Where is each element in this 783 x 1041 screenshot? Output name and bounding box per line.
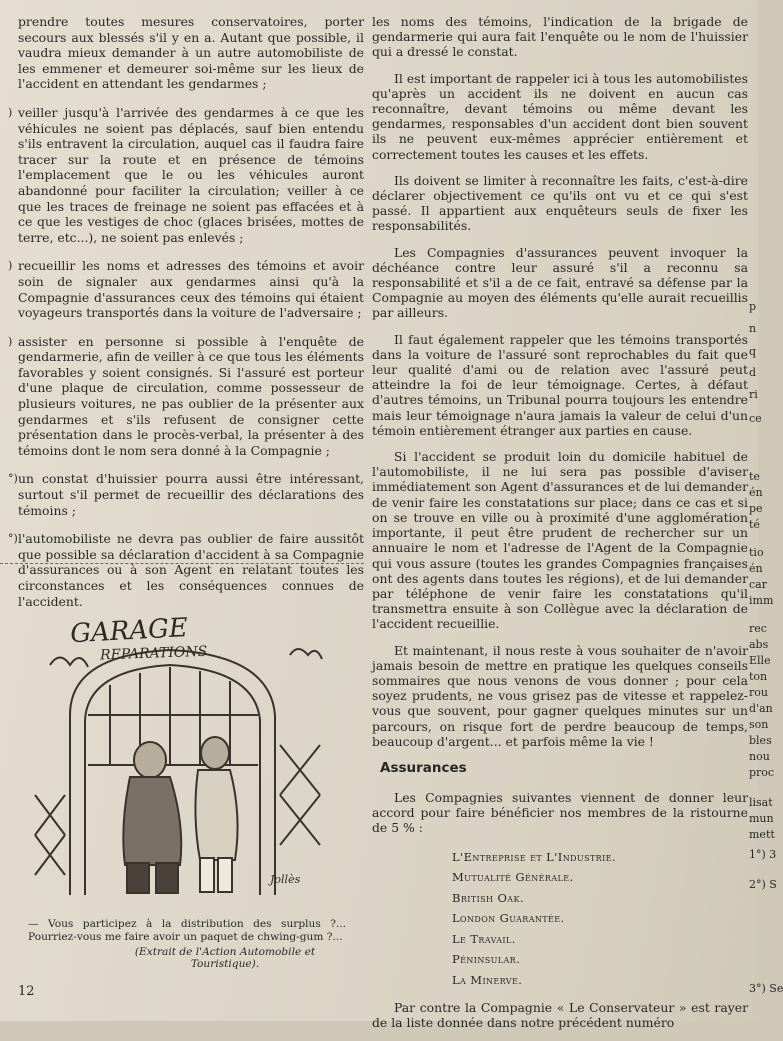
list-item-text: l'automobiliste ne devra pas oublier de faire aussitôt que possible sa déclaration d'accident à sa Compagnie d'assurances ou à son Agent en relatant toutes les circonstances et les conséquences connues de l'accident. bbox=[18, 531, 364, 609]
list-item-text: recueillir les noms et adresses des témoins et avoir soin de signaler aux gendarmes ainsi qu'à la Compagnie d'assurances ceux des témoins qui étaient voyageurs transportés dans la voiture de l'adversaire ; bbox=[18, 258, 364, 321]
edge-fragment: son bbox=[749, 718, 769, 731]
list-item bbox=[8, 471, 364, 518]
company-name: Péninsular. bbox=[452, 952, 521, 967]
assurances-intro: Les Compagnies suivantes viennent de donner leur accord pour faire bénéficier nos membres de la ristourne de 5 % : bbox=[372, 789, 748, 836]
edge-fragment: bles bbox=[749, 734, 772, 747]
edge-fragment: car bbox=[749, 578, 767, 591]
sign-reparations-text: REPARATIONS bbox=[99, 643, 208, 664]
company-name: British Oak. bbox=[452, 890, 524, 905]
edge-fragment: mett bbox=[749, 828, 775, 841]
edge-fragment: én bbox=[749, 486, 763, 499]
list-item-marker: °) bbox=[8, 532, 18, 546]
edge-fragment: ton bbox=[749, 670, 768, 683]
edge-fragment: imm bbox=[749, 594, 774, 607]
company-name: Le Travail. bbox=[452, 931, 516, 946]
paragraph: Ils doivent se limiter à reconnaître les faits, c'est-à-dire déclarer objectivement ce qu'ils ont vu et ce qui s'est passé. Il appartient aux enquêteurs seuls de fixer les responsabilités. bbox=[372, 172, 748, 234]
list-item-text: prendre toutes mesures conservatoires, porter secours aux blessés s'il y en a. Autant que possible, il vaudra mieux demander à un autre automobiliste de les emmener et demeurer soi-même sur les lieux de l'accident en attendant les gendarmes ; bbox=[18, 14, 364, 92]
edge-fragment: d'an bbox=[749, 702, 773, 715]
edge-fragment: abs bbox=[749, 638, 769, 651]
list-item bbox=[8, 105, 364, 245]
paragraph: Il faut également rappeler que les témoins transportés dans la voiture de l'assuré sont reprochables du fait que leur qualité d'ami ou de relation avec l'assuré peut atteindre la foi de leur témoignage. Certes, à défaut d'autres témoins, un Tribunal pourra toujours les entendre mais leur témoignage n'aura jamais la valeur de celui d'un témoin entièrement étranger aux parties en cause. bbox=[372, 331, 748, 438]
edge-fragment: q bbox=[749, 345, 757, 358]
list-item-marker: °) bbox=[8, 472, 18, 486]
section-divider bbox=[0, 563, 364, 564]
sign-garage-text: GARAGE bbox=[69, 613, 189, 650]
company-name: Mutualité Générale. bbox=[452, 870, 574, 885]
assurances-outro: Par contre la Compagnie « Le Conservateur » est rayer de la liste donnée dans notre précédent numéro bbox=[372, 1000, 748, 1031]
edge-fragment: lisat bbox=[749, 796, 773, 809]
paragraph: les noms des témoins, l'indication de la brigade de gendarmerie qui aura fait l'enquête ou le nom de l'huissier qui a dressé le constat. bbox=[372, 14, 748, 60]
paragraph: Et maintenant, il nous reste à vous souhaiter de n'avoir jamais besoin de mettre en pratique les quelques conseils sommaires que nous venons de vous donner ; pour cela soyez prudents, ne vous grisez pas de vitesse et rappelez-vous que souvent, pour gagner quelques minutes sur un parcours, on risque fort de perdre beaucoup de temps, beaucoup d'argent... et parfois même la vie ! bbox=[372, 642, 748, 749]
list-item-text: veiller jusqu'à l'arrivée des gendarmes à ce que les véhicules ne soient pas déplacés, sauf bien entendu s'ils entravent la circulation, auquel cas il faudra faire tracer sur la route et en présence de témoins l'emplacement que le ou les véhicules auront abandonné pour faciliter la circulation; veiller à ce que les traces de freinage ne soient pas effacées et à ce que les vestiges de choc (glaces brisées, mottes de terre, etc...), ne soient pas enlevés ; bbox=[18, 104, 364, 245]
edge-fragment: nou bbox=[749, 750, 770, 763]
paragraph: Si l'accident se produit loin du domicile habituel de l'automobiliste, il ne lui sera pas possible d'aviser immédiatement son Agent d'assurances et de lui demander de venir faire les constatations sur place; dans ce cas et si on se trouve en ville ou à proximité d'une agglomération importante, il peut être prudent de rechercher sur un annuaire le nom et l'adresse de l'Agent de la Compagnie qui vous assure (toutes les grandes Compagnies françaises ont des agents dans toutes les régions), et de lui demander par téléphone de venir faire les constatations qu'il transmettra ensuite à son Collègue avec la déclaration de l'accident recueillie. bbox=[372, 449, 748, 632]
edge-fragment: rou bbox=[749, 686, 768, 699]
edge-fragment: p bbox=[749, 300, 757, 313]
paragraph: Il est important de rappeler ici à tous les automobilistes qu'après un accident ils ne doivent en aucun cas reconnaître, devant témoins ou même devant les gendarmes, responsables d'un accident dont bien souvent ils ne peuvent eux-mêmes apprécier entièrement et correctement toutes les causes et les effets. bbox=[372, 70, 748, 162]
edge-fragment: Elle bbox=[749, 654, 771, 667]
list-item-marker: ) bbox=[8, 105, 13, 119]
edge-fragment: te bbox=[749, 470, 760, 483]
list-item-text: assister en personne si possible à l'enquête de gendarmerie, afin de veiller à ce que tous les éléments favorables y soient consignés. Si l'assuré est porteur d'une plaque de circulation, comme possesseur de plusieurs voitures, ne pas oublier de la présenter aux gendarmes et s'ils refusent de consigner cette présentation dans le procès-verbal, la présenter à des témoins dont le nom sera donné à la Compagnie ; bbox=[18, 333, 364, 458]
edge-fragment: ce bbox=[749, 412, 762, 425]
edge-fragment: d bbox=[749, 366, 757, 379]
left-column bbox=[8, 14, 364, 622]
edge-fragment: 3°) Se bbox=[749, 982, 783, 995]
company-name: London Guarantée. bbox=[452, 911, 565, 926]
edge-fragment: té bbox=[749, 518, 760, 531]
edge-fragment: mun bbox=[749, 812, 774, 825]
edge-fragment: ri bbox=[749, 388, 758, 401]
company-name: La Minerve. bbox=[452, 972, 523, 987]
garage-cartoon-illustration bbox=[30, 595, 330, 905]
illustrator-signature: Jollès bbox=[270, 873, 301, 886]
cartoon-source: (Extrait de l'Action Automobile et Touristique). bbox=[134, 946, 316, 971]
edge-fragment: én bbox=[749, 562, 763, 575]
list-item-marker bbox=[8, 14, 18, 92]
company-name: L'Entreprise et L'Industrie. bbox=[452, 849, 616, 864]
list-item bbox=[8, 258, 364, 320]
edge-fragment: tio bbox=[749, 546, 764, 559]
edge-fragment: rec bbox=[749, 622, 767, 635]
paragraph: Les Compagnies d'assurances peuvent invoquer la déchéance contre leur assuré s'il a reconnu sa responsabilité et s'il a de ce fait, entravé sa défense par la Compagnie au moyen des éléments qu'elle aurait recueillis par ailleurs. bbox=[372, 244, 748, 321]
company-list bbox=[452, 847, 748, 991]
edge-fragment: 2°) S bbox=[749, 878, 777, 891]
list-item-marker: ) bbox=[8, 334, 13, 348]
cartoon-caption: — Vous participez à la distribution des surplus ?... Pourriez-vous me faire avoir un paquet de chwing-gum ?... bbox=[28, 918, 346, 943]
list-item bbox=[8, 14, 364, 92]
edge-fragment: n bbox=[749, 322, 757, 335]
right-column bbox=[372, 14, 748, 1041]
edge-fragment: proc bbox=[749, 766, 775, 779]
assurances-heading: Assurances bbox=[380, 759, 467, 776]
list-item-marker: ) bbox=[8, 259, 13, 273]
right-paragraphs bbox=[372, 14, 748, 749]
edge-fragment: 1°) 3 bbox=[749, 848, 777, 861]
list-item-text: un constat d'huissier pourra aussi être intéressant, surtout s'il permet de recueillir des déclarations des témoins ; bbox=[18, 471, 364, 518]
list-item bbox=[8, 334, 364, 459]
edge-fragment: pe bbox=[749, 502, 763, 515]
page-number: 12 bbox=[18, 984, 35, 999]
